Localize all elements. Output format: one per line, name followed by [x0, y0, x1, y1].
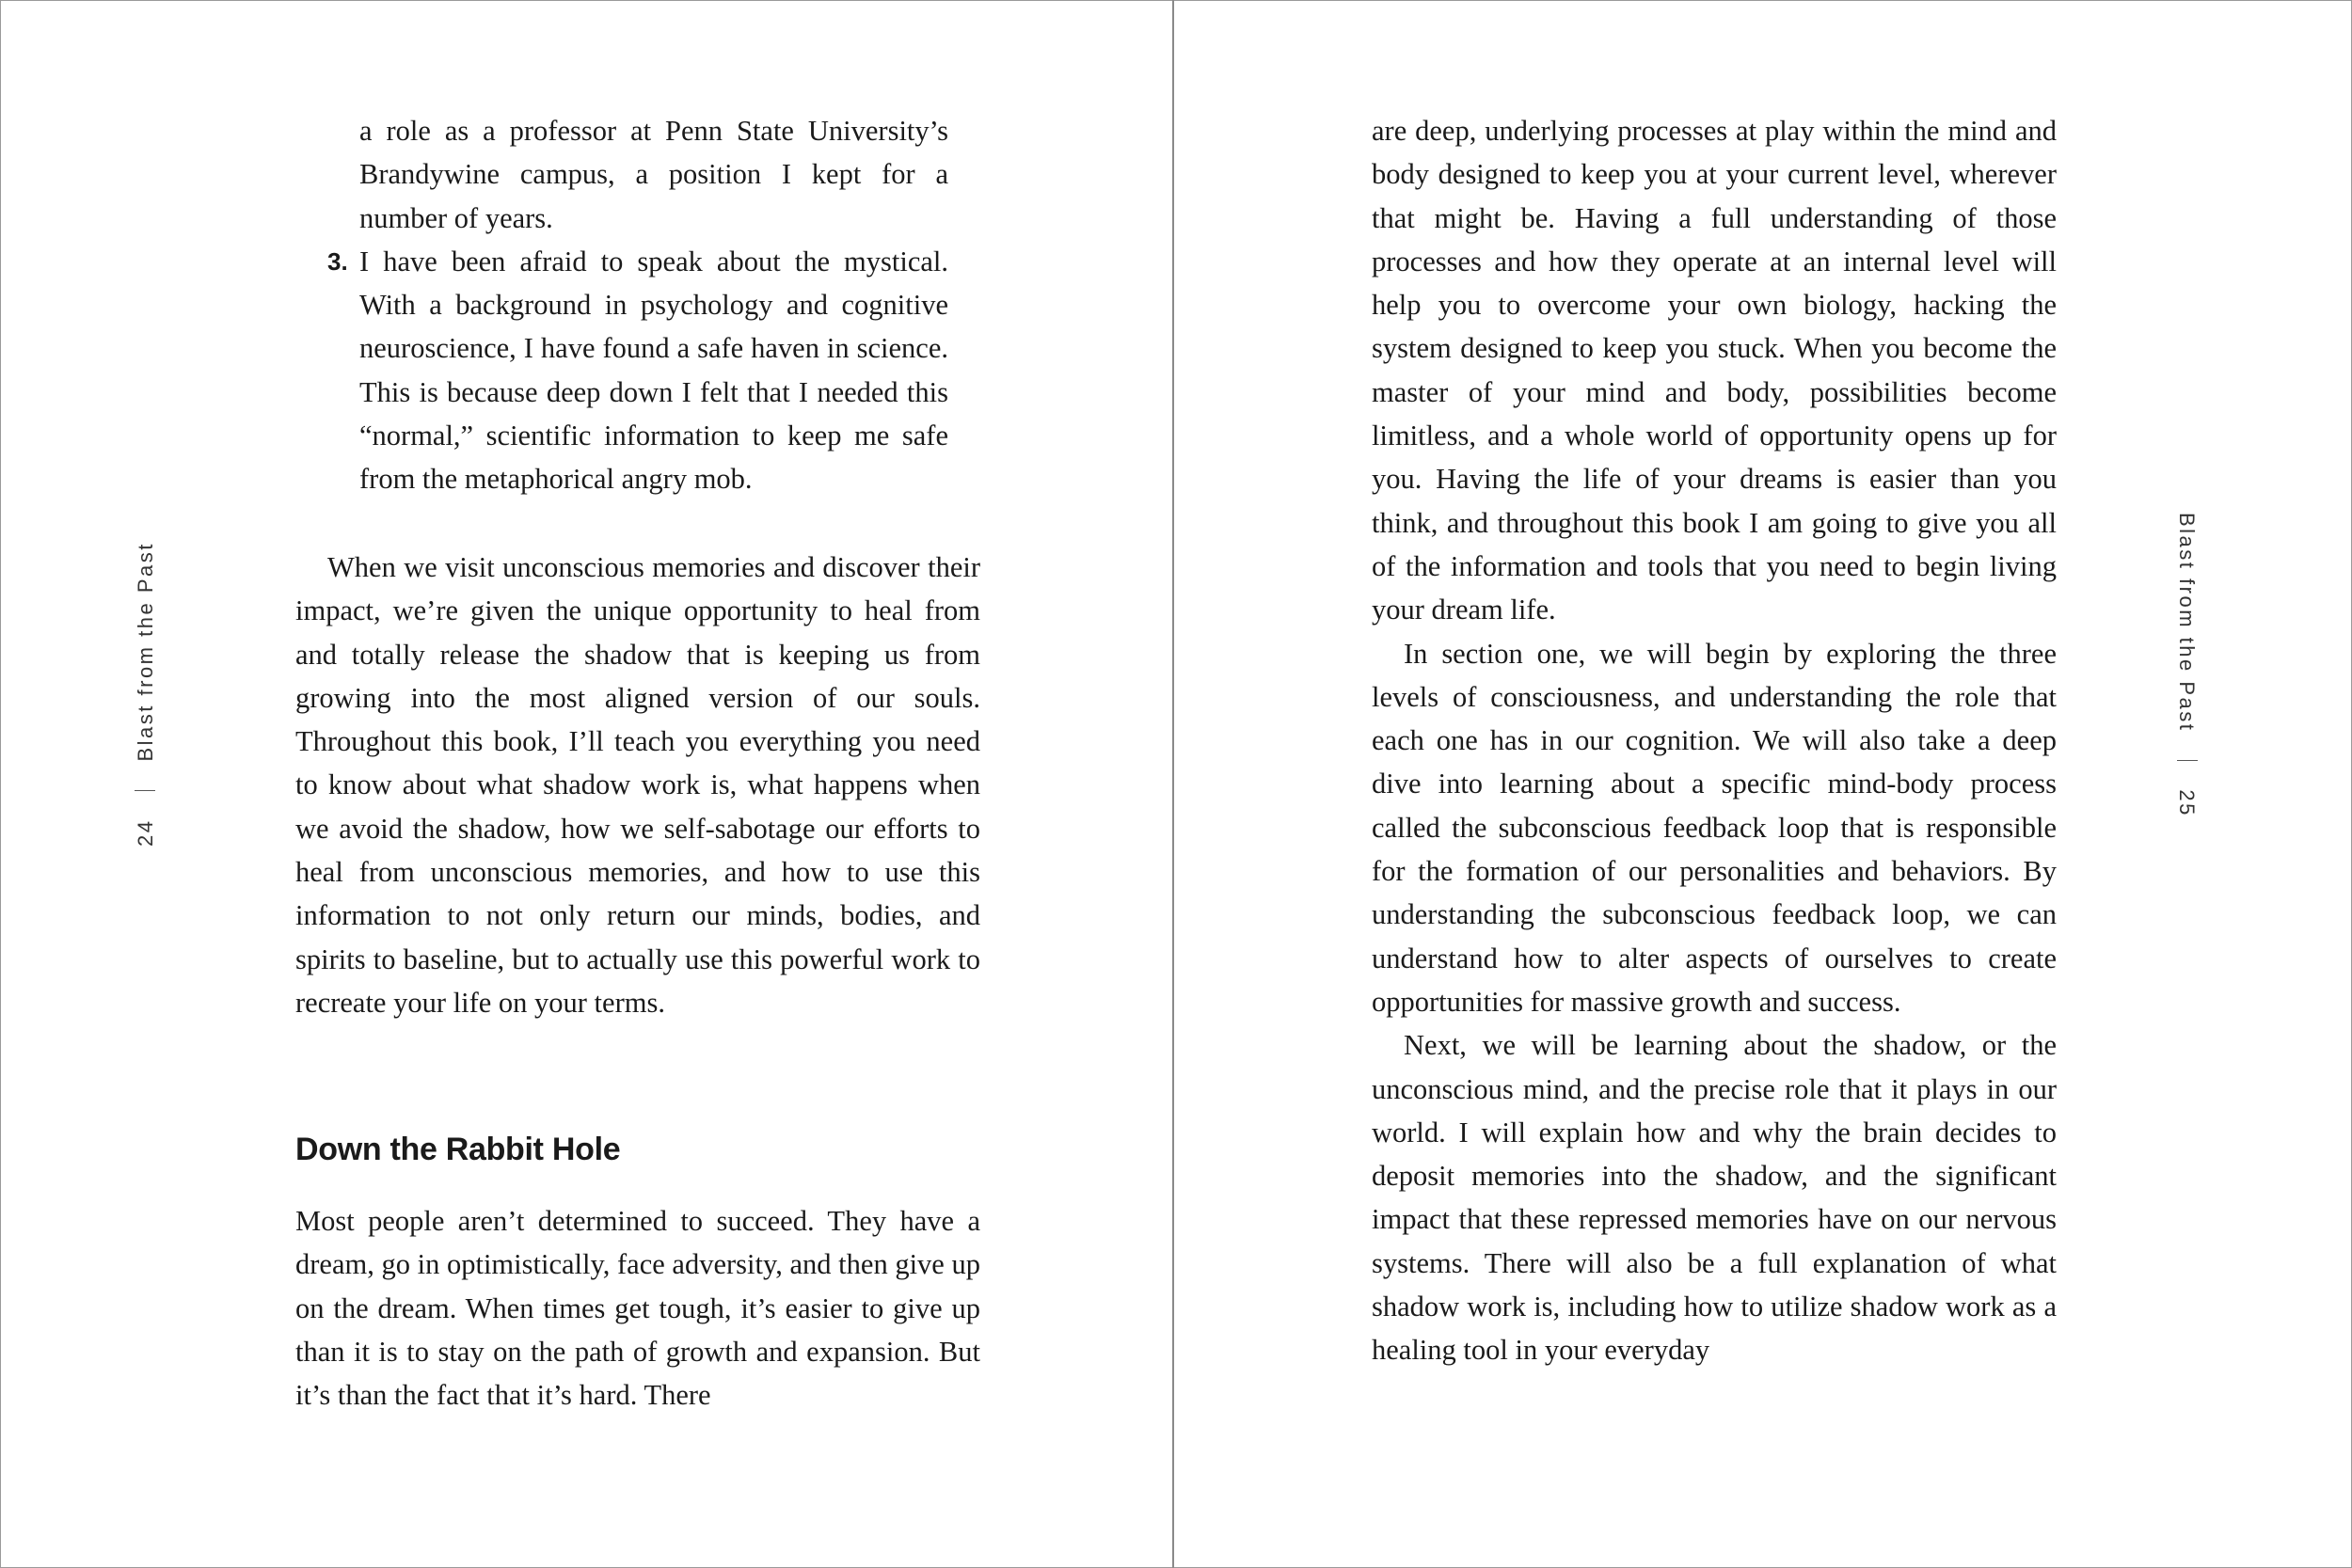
right-folio-separator — [2177, 760, 2198, 761]
list-item-text: I have been afraid to speak about the mystical. With a background in psychology and cognitive neuroscience, I have found a safe haven in science. This is because deep down I felt that I needed this “normal,” scientific information to keep me safe from the metaphorical angry mob. — [359, 245, 948, 496]
right-running-head — [2174, 513, 2199, 817]
right-page — [1174, 0, 2346, 1568]
left-body-text — [295, 546, 980, 1024]
numbered-list — [295, 109, 948, 501]
right-paragraph-1: are deep, underlying processes at play within the mind and body designed to keep you at your current level, wherever that might be. Having a full understanding of those processes and how they operate at an internal level will help you to overcome your own biology, hacking the system designed to keep you stuck. When you become the master of your mind and body, possibilities become limitless, and a whole world of opportunity opens up for you. Having the life of your dreams is easier than you think, and throughout this book I am going to give you all of the information and tools that you need to begin living your dream life. — [1372, 115, 2057, 626]
left-running-head — [134, 542, 158, 847]
list-item-continuation — [295, 109, 948, 240]
left-folio-separator — [135, 790, 155, 791]
left-paragraph-2: Most people aren’t determined to succeed. They have a dream, go in optimistically, face adversity, and then give up on the dream. When times get tough, it’s easier to give up than it is to stay on the path of growth and expansion. But it’s than the fact that it’s hard. There — [295, 1205, 980, 1412]
right-folio: 25 — [2175, 789, 2199, 817]
right-paragraph-3: Next, we will be learning about the shadow, or the unconscious mind, and the precise role that it plays in our world. I will explain how and why the brain decides to deposit memories into the shadow, and the significant impact that these repressed memories have on our nervous systems. There will also be a full explanation of what shadow work is, including how to utilize shadow work as a healing tool in your everyday — [1372, 1029, 2057, 1367]
left-page — [0, 0, 1172, 1568]
left-folio: 24 — [134, 818, 157, 847]
list-continuation-text: a role as a professor at Penn State University’s Brandywine campus, a position I kept for a number of years. — [359, 115, 948, 234]
list-item-number: 3. — [327, 246, 348, 276]
right-running-head-title: Blast from the Past — [2175, 513, 2199, 733]
right-body-text — [1372, 109, 2057, 1372]
left-paragraph-1: When we visit unconscious memories and discover their impact, we’re given the unique opportunity to heal from and totally release the shadow that is keeping us from growing into the most aligned version of our souls. Throughout this book, I’ll teach you everything you need to know about what shadow work is, what happens when we avoid the shadow, how we self-sabotage our efforts to heal from unconscious memories, and how to use this information to not only return our minds, bodies, and spirits to baseline, but to actually use this powerful work to recreate your life on your terms. — [295, 551, 980, 1019]
section-heading: Down the Rabbit Hole — [295, 1132, 621, 1167]
list-item-3 — [295, 240, 948, 501]
left-body-text-2 — [295, 1199, 980, 1417]
right-paragraph-2: In section one, we will begin by exploring the three levels of consciousness, and understanding the role that each one has in our cognition. We will also take a deep dive into learning about a specific mind-body process called the subconscious feedback loop that is responsible for the formation of our personalities and behaviors. By understanding the subconscious feedback loop, we can understand how to alter aspects of ourselves to create opportunities for massive growth and success. — [1372, 637, 2057, 1018]
left-running-head-title: Blast from the Past — [134, 542, 157, 762]
